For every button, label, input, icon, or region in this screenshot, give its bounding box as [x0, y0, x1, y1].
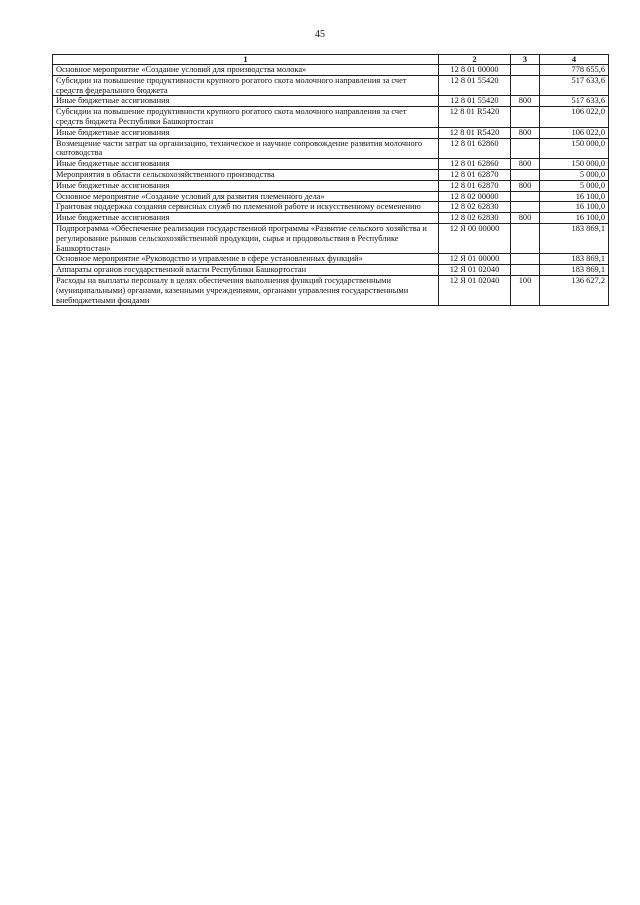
- row-amount: 106 022,0: [540, 107, 609, 128]
- table-row: [53, 138, 609, 159]
- row-type: [511, 202, 540, 213]
- row-amount: 183 869,1: [540, 223, 609, 253]
- row-code: 12 Я 00 00000: [439, 223, 511, 253]
- row-code: 12 8 01 62870: [439, 180, 511, 191]
- row-type: 800: [511, 127, 540, 138]
- row-type: 800: [511, 159, 540, 170]
- row-code: 12 8 02 62830: [439, 202, 511, 213]
- row-amount: 778 655,6: [540, 65, 609, 76]
- row-name: Основное мероприятие «Создание условий для производства молока»: [53, 65, 439, 76]
- row-amount: 5 000,0: [540, 169, 609, 180]
- row-name: Основное мероприятие «Создание условий для развития племенного дела»: [53, 191, 439, 202]
- row-amount: 150 000,0: [540, 138, 609, 159]
- row-name: Основное мероприятие «Руководство и управление в сфере установленных функций»: [53, 254, 439, 265]
- row-type: [511, 107, 540, 128]
- row-type: [511, 65, 540, 76]
- row-name: Мероприятия в области сельскохозяйственного производства: [53, 169, 439, 180]
- table-row: [53, 127, 609, 138]
- row-code: 12 8 01 R5420: [439, 127, 511, 138]
- table-row: [53, 223, 609, 253]
- row-amount: 150 000,0: [540, 159, 609, 170]
- table-row: [53, 254, 609, 265]
- row-type: [511, 254, 540, 265]
- row-code: 12 8 01 62860: [439, 138, 511, 159]
- row-name: Иные бюджетные ассигнования: [53, 127, 439, 138]
- row-code: 12 8 01 62870: [439, 169, 511, 180]
- row-code: 12 8 01 55420: [439, 96, 511, 107]
- row-name: Расходы на выплаты персоналу в целях обеспечения выполнения функций государственными (муниципальными) органами, казенными учреждениями, органами управления государственными внебюджетными фондами: [53, 275, 439, 305]
- row-amount: 16 100,0: [540, 213, 609, 224]
- row-type: [511, 75, 540, 96]
- row-name: Иные бюджетные ассигнования: [53, 213, 439, 224]
- row-code: 12 8 02 00000: [439, 191, 511, 202]
- row-code: 12 8 01 R5420: [439, 107, 511, 128]
- row-amount: 517 633,6: [540, 96, 609, 107]
- row-type: [511, 138, 540, 159]
- table-row: [53, 96, 609, 107]
- table-row: [53, 75, 609, 96]
- row-name: Субсидии на повышение продуктивности крупного рогатого скота молочного направления за счет средств федерального бюджета: [53, 75, 439, 96]
- row-amount: 136 627,2: [540, 275, 609, 305]
- column-header-type: 3: [511, 55, 540, 65]
- row-name: Субсидии на повышение продуктивности крупного рогатого скота молочного направления за счет средств бюджета Республики Башкортостан: [53, 107, 439, 128]
- row-code: 12 8 01 55420: [439, 75, 511, 96]
- row-type: [511, 191, 540, 202]
- row-amount: 517 633,6: [540, 75, 609, 96]
- column-header-code: 2: [439, 55, 511, 65]
- row-code: 12 8 02 62830: [439, 213, 511, 224]
- row-amount: 183 869,1: [540, 254, 609, 265]
- table-row: [53, 107, 609, 128]
- table-row: [53, 180, 609, 191]
- row-amount: 183 869,1: [540, 265, 609, 276]
- row-name: Иные бюджетные ассигнования: [53, 180, 439, 191]
- page-number: 45: [315, 29, 325, 40]
- row-name: Возмещение части затрат на организацию, техническое и научное сопровождение развития молочного скотоводства: [53, 138, 439, 159]
- table-row: [53, 213, 609, 224]
- table-row: [53, 265, 609, 276]
- table-row: [53, 275, 609, 305]
- row-type: [511, 265, 540, 276]
- table-row: [53, 169, 609, 180]
- budget-table: [52, 54, 609, 306]
- row-amount: 16 100,0: [540, 191, 609, 202]
- row-amount: 106 022,0: [540, 127, 609, 138]
- column-header-name: 1: [53, 55, 439, 65]
- row-code: 12 Я 01 02040: [439, 265, 511, 276]
- row-code: 12 8 01 62860: [439, 159, 511, 170]
- row-type: 800: [511, 213, 540, 224]
- column-header-amount: 4: [540, 55, 609, 65]
- row-name: Иные бюджетные ассигнования: [53, 159, 439, 170]
- row-type: [511, 223, 540, 253]
- row-type: 100: [511, 275, 540, 305]
- row-amount: 5 000,0: [540, 180, 609, 191]
- row-name: Аппараты органов государственной власти Республики Башкортостан: [53, 265, 439, 276]
- row-code: 12 Я 01 00000: [439, 254, 511, 265]
- row-type: 800: [511, 96, 540, 107]
- row-amount: 16 100,0: [540, 202, 609, 213]
- row-name: Иные бюджетные ассигнования: [53, 96, 439, 107]
- row-type: 800: [511, 180, 540, 191]
- row-name: Грантовая поддержка создания сервисных служб по племенной работе и искусственному осеменению: [53, 202, 439, 213]
- table-row: [53, 202, 609, 213]
- table-row: [53, 159, 609, 170]
- row-type: [511, 169, 540, 180]
- table-header-row: [53, 55, 609, 65]
- row-code: 12 Я 01 02040: [439, 275, 511, 305]
- table-row: [53, 191, 609, 202]
- row-code: 12 8 01 00000: [439, 65, 511, 76]
- table-row: [53, 65, 609, 76]
- row-name: Подпрограмма «Обеспечение реализации государственной программы «Развитие сельского хозяйства и регулирование рынков сельскохозяйственной продукции, сырья и продовольствия в Республике Башкортостан»: [53, 223, 439, 253]
